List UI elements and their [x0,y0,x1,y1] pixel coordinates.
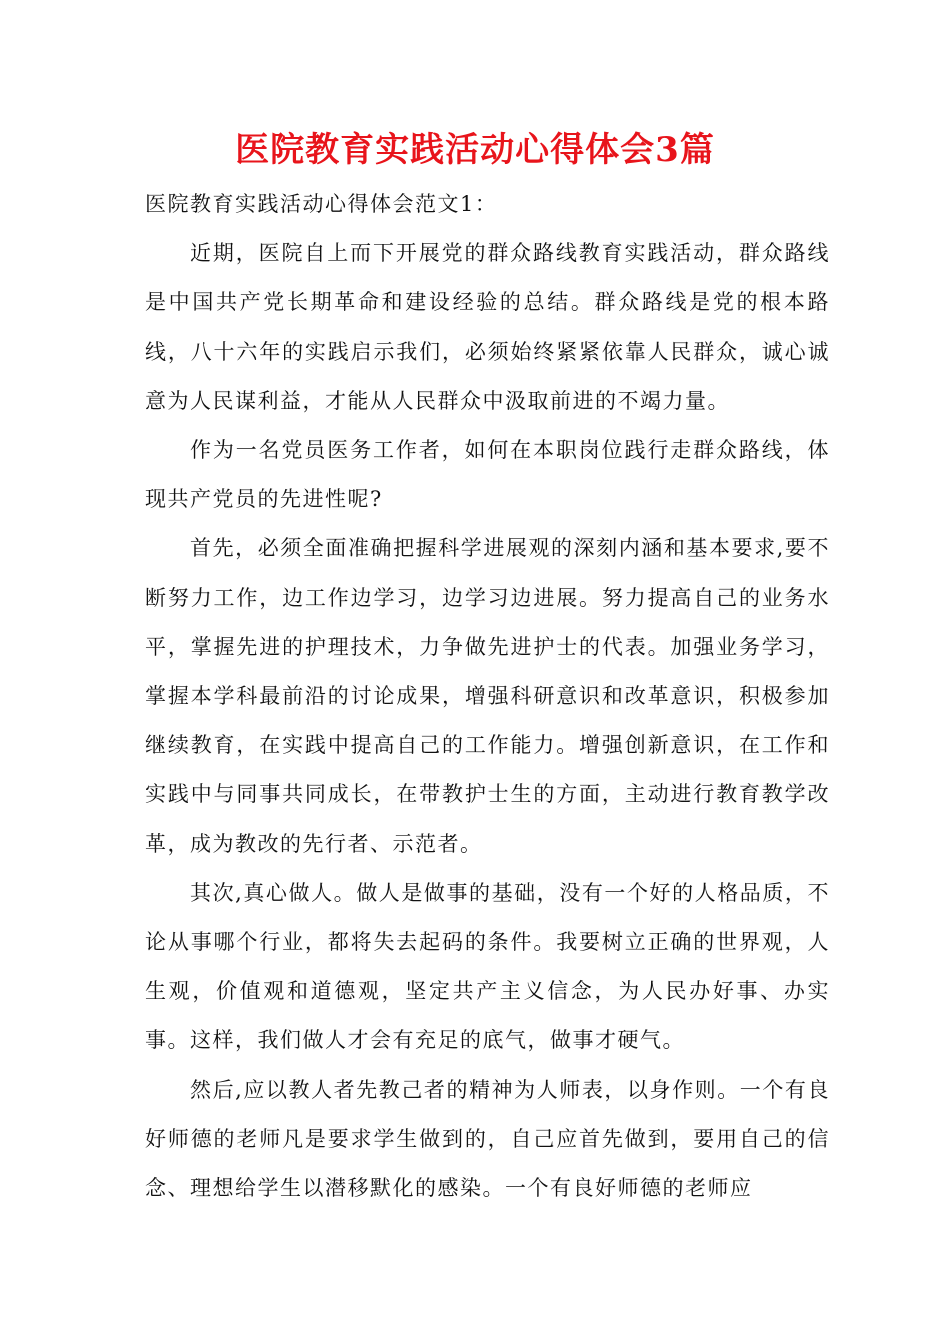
paragraph-4: 其次,真心做人。做人是做事的基础，没有一个好的人格品质，不论从事哪个行业，都将失去起码的条件。我要树立正确的世界观，人生观，价值观和道德观，坚定共产主义信念，为人民办好事、办实事。这样，我们做人才会有充足的底气，做事才硬气。 [145,880,830,1053]
document-title: 医院教育实践活动心得体会3篇 [235,130,715,170]
section-heading: 医院教育实践活动心得体会范文1： [145,192,498,216]
document-body [145,180,830,1213]
paragraph-1: 近期，医院自上而下开展党的群众路线教育实践活动，群众路线是中国共产党长期革命和建设经验的总结。群众路线是党的根本路线，八十六年的实践启示我们，必须始终紧紧依靠人民群众，诚心诚意为人民谋利益，才能从人民群众中汲取前进的不竭力量。 [145,241,830,413]
paragraph-3: 首先，必须全面准确把握科学进展观的深刻内涵和基本要求,要不断努力工作，边工作边学习，边学习边进展。努力提高自己的业务水平，掌握先进的护理技术，力争做先进护士的代表。加强业务学习，掌握本学科最前沿的讨论成果，增强科研意识和改革意识，积极参加继续教育，在实践中提高自己的工作能力。增强创新意识，在工作和实践中与同事共同成长，在带教护士生的方面，主动进行教育教学改革，成为教改的先行者、示范者。 [145,536,830,856]
paragraph-5: 然后,应以教人者先教己者的精神为人师表，以身作则。一个有良好师德的老师凡是要求学生做到的，自己应首先做到，要用自己的信念、理想给学生以潜移默化的感染。一个有良好师德的老师应 [145,1077,830,1201]
paragraph-2: 作为一名党员医务工作者，如何在本职岗位践行走群众路线，体现共产党员的先进性呢? [145,438,830,512]
